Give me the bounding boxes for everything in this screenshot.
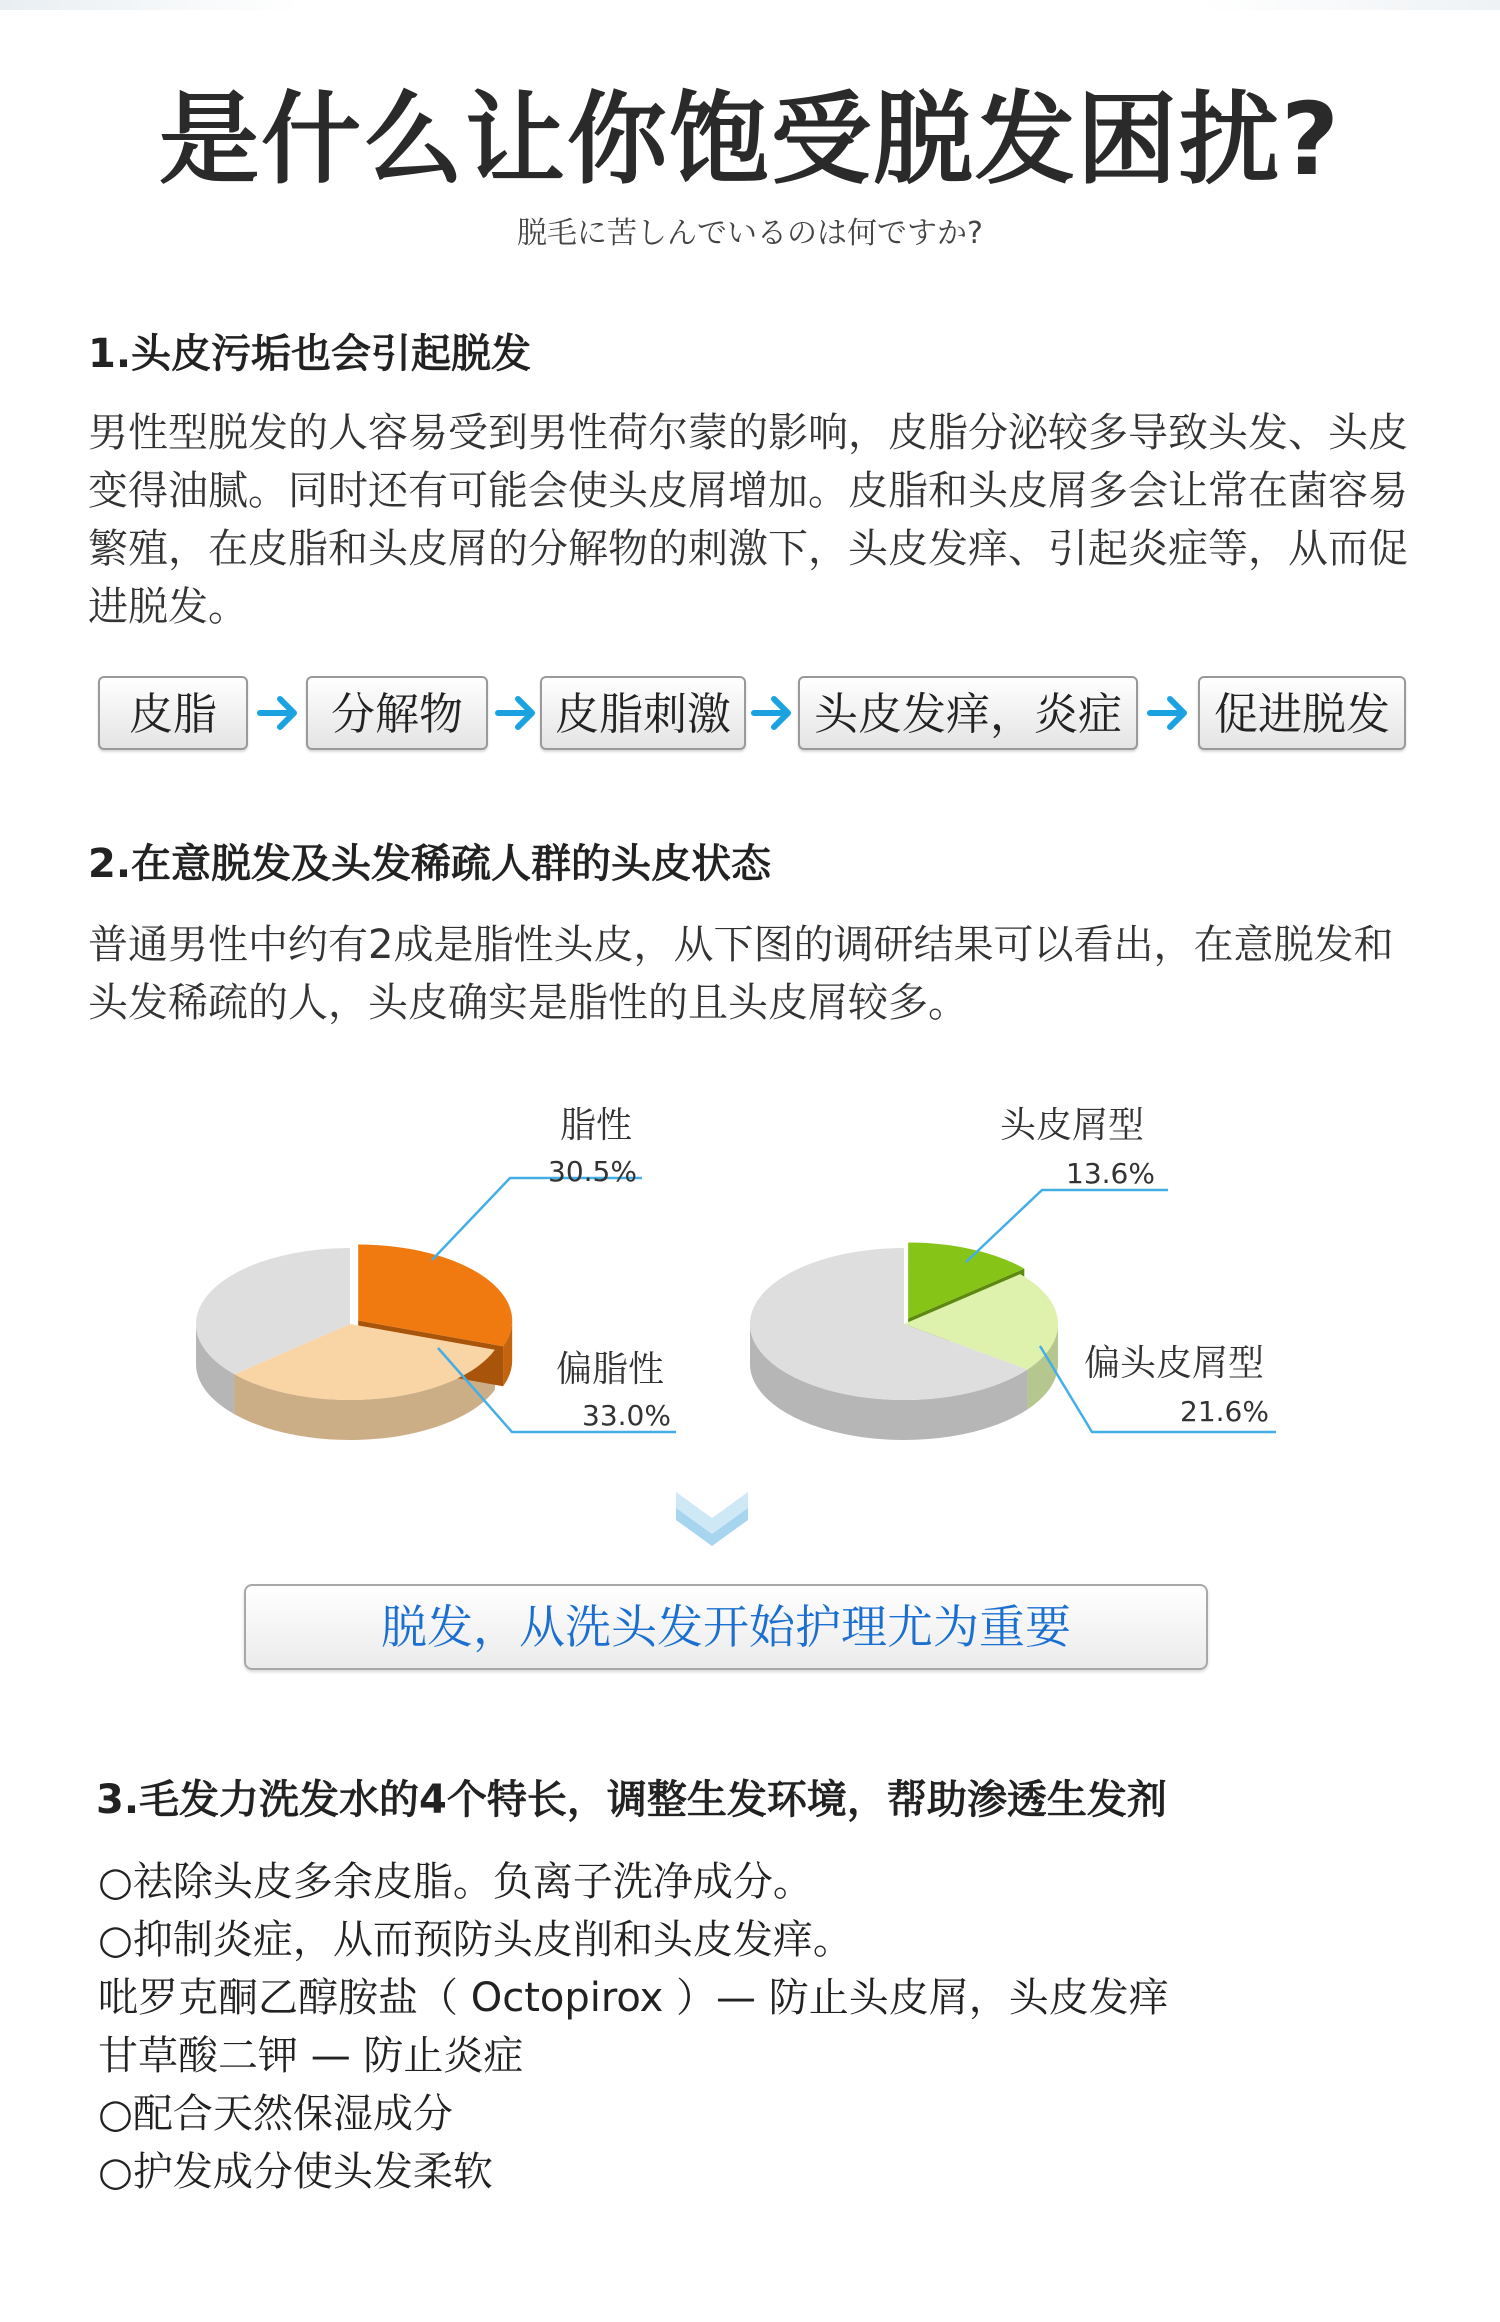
feature-line: ○祛除头皮多余皮脂。负离子洗净成分。 (98, 1859, 813, 1905)
section2-heading: 2.在意脱发及头发稀疏人群的头皮状态 (88, 841, 772, 887)
flow-step-decomposition: 分解物 (306, 676, 488, 750)
pie-chart-dandruff (750, 1243, 1058, 1440)
feature-line: ○护发成分使头发柔软 (98, 2149, 493, 2195)
flow-arrow-icon (750, 684, 796, 742)
flow-step-sebum: 皮脂 (98, 676, 248, 750)
page-title: 是什么让你饱受脱发困扰? (158, 81, 1341, 198)
pie-pct-semi-oily: 33.0% (582, 1399, 671, 1432)
pie-pct-semi-dandruff: 21.6% (1180, 1395, 1269, 1428)
flow-step-itch-inflammation: 头皮发痒，炎症 (798, 676, 1138, 750)
ingredient-line: 吡罗克酮乙醇胺盐（ Octopirox ）— 防止头皮屑，头皮发痒 (98, 1975, 1169, 2021)
flow-arrow-icon (494, 684, 540, 742)
flow-step-irritation: 皮脂刺激 (540, 676, 746, 750)
section1-heading: 1.头皮污垢也会引起脱发 (88, 331, 532, 377)
flow-arrow-icon (1146, 684, 1192, 742)
pie-pct-dandruff: 13.6% (1066, 1157, 1155, 1190)
pie-pct-oily: 30.5% (548, 1155, 637, 1188)
pie-chart-oily (196, 1245, 512, 1440)
leader-line (966, 1190, 1168, 1262)
leader-line (432, 1178, 642, 1260)
feature-line: ○抑制炎症，从而预防头皮削和头皮发痒。 (98, 1917, 853, 1963)
section3-heading: 3.毛发力洗发水的4个特长，调整生发环境，帮助渗透生发剂 (96, 1777, 1167, 1823)
pie-label-semi-dandruff: 偏头皮屑型 (1084, 1343, 1265, 1384)
feature-line: ○配合天然保湿成分 (98, 2091, 453, 2137)
flow-arrow-icon (256, 684, 302, 742)
section1-body: 男性型脱发的人容易受到男性荷尔蒙的影响，皮脂分泌较多导致头发、头皮变得油腻。同时还有可能会使头皮屑增加。皮脂和头皮屑多会让常在菌容易繁殖，在皮脂和头皮屑的分解物的刺激下，头皮发痒、引起炎症等，从而促进脱发。 (88, 410, 1408, 630)
flow-step-hair-loss: 促进脱发 (1198, 676, 1406, 750)
pie-label-dandruff: 头皮屑型 (1000, 1105, 1145, 1146)
scalp-type-pie-charts (0, 1080, 1500, 1500)
pie-label-semi-oily: 偏脂性 (556, 1349, 665, 1390)
chevron-down-icon (672, 1488, 752, 1550)
hair-care-banner: 脱发，从洗头发开始护理尤为重要 (244, 1584, 1208, 1670)
section2-body: 普通男性中约有2成是脂性头皮，从下图的调研结果可以看出，在意脱发和头发稀疏的人，头皮确实是脂性的且头皮屑较多。 (88, 922, 1394, 1026)
cause-flow (98, 676, 1406, 754)
page-subtitle: 脱毛に苦しんでいるのは何ですか? (517, 216, 983, 251)
top-divider (0, 0, 1500, 10)
ingredient-line: 甘草酸二钾 — 防止炎症 (98, 2033, 524, 2079)
pie-label-oily: 脂性 (560, 1105, 633, 1146)
